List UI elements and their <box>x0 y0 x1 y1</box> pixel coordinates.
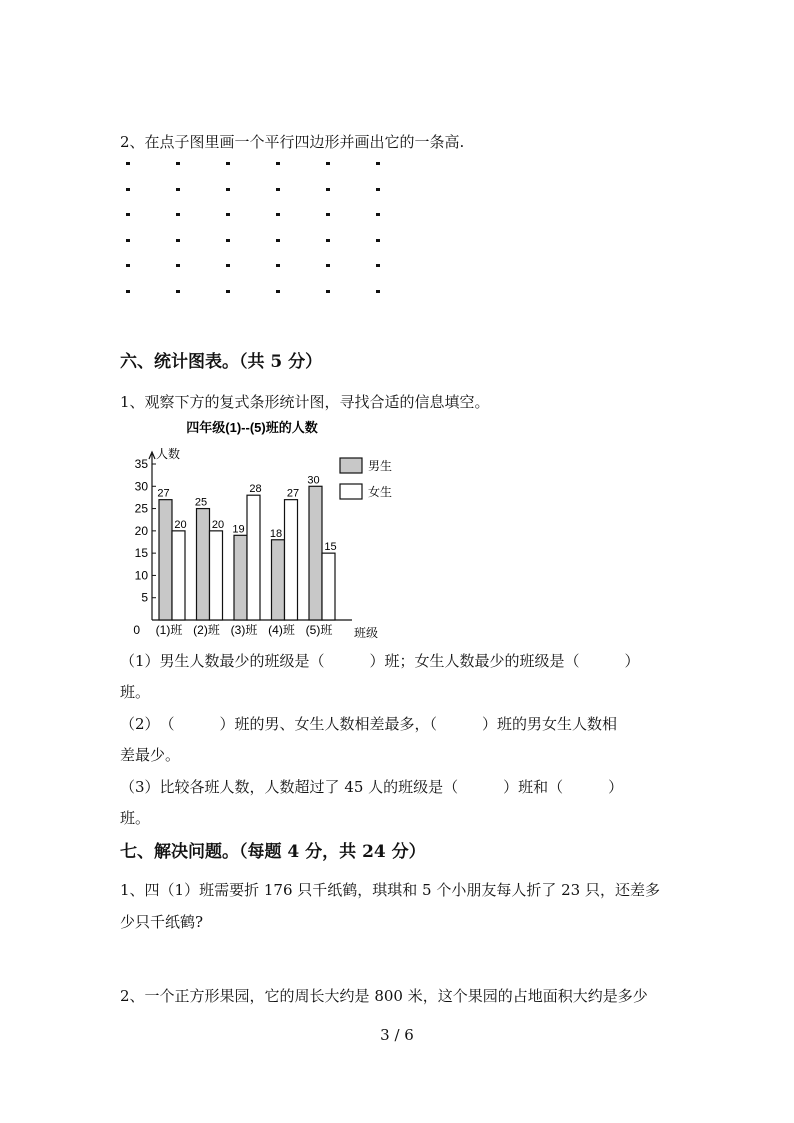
chart-legend-swatch <box>340 484 362 499</box>
grid-dot <box>326 239 330 242</box>
question-7-1-line1: 1、四（1）班需要折 176 只千纸鹤，琪琪和 5 个小朋友每人折了 23 只，还差多 <box>120 881 660 899</box>
chart-y-tick-label: 20 <box>134 523 148 538</box>
grid-dot <box>226 239 230 242</box>
chart-bar <box>285 500 298 620</box>
dot-grid <box>120 158 390 298</box>
chart-bar <box>234 535 247 620</box>
question-6-1: 1、观察下方的复式条形统计图，寻找合适的信息填空。 <box>120 393 490 411</box>
grid-dot <box>176 213 180 216</box>
chart-category-label: (1)班 <box>155 623 183 637</box>
chart-bar <box>172 531 185 620</box>
grid-dot <box>376 290 380 293</box>
grid-dot <box>376 213 380 216</box>
chart-bars <box>157 474 336 620</box>
section-6-heading: 六、统计图表。（共 5 分） <box>120 352 323 372</box>
grid-dot <box>276 239 280 242</box>
question-7-2-line1: 2、一个正方形果园，它的周长大约是 800 米，这个果园的占地面积大约是多少 <box>120 987 648 1005</box>
bar-chart <box>112 412 402 644</box>
grid-dot <box>176 264 180 267</box>
chart-y-tick-label: 10 <box>134 568 148 583</box>
grid-dot <box>226 188 230 191</box>
question-6-1-sub1-line2: 班。 <box>120 683 151 701</box>
chart-bar <box>159 500 172 620</box>
question-7-1-line2: 少只千纸鹤? <box>120 913 204 931</box>
grid-dot <box>276 162 280 165</box>
grid-dot <box>276 264 280 267</box>
chart-bar <box>210 531 223 620</box>
grid-dot <box>226 290 230 293</box>
chart-category-label: (2)班 <box>193 623 220 637</box>
chart-data-label: 20 <box>211 518 225 531</box>
question-5-2: 2、在点子图里画一个平行四边形并画出它的一条高. <box>120 133 465 151</box>
chart-data-label: 18 <box>269 527 283 540</box>
chart-category-label: (5)班 <box>305 623 333 637</box>
grid-dot <box>326 213 330 216</box>
question-6-1-sub3-line2: 班。 <box>120 809 151 827</box>
grid-dot <box>226 213 230 216</box>
chart-legend-label: 男生 <box>368 459 393 473</box>
grid-dot <box>326 188 330 191</box>
grid-dot <box>326 290 330 293</box>
chart-data-label: 19 <box>232 523 245 536</box>
chart-data-label: 28 <box>249 483 262 496</box>
chart-categories <box>156 622 333 637</box>
grid-dot <box>126 239 130 242</box>
grid-dot <box>326 162 330 165</box>
grid-dot <box>126 264 130 267</box>
chart-bar <box>309 486 322 620</box>
grid-dot <box>326 264 330 267</box>
chart-data-label: 20 <box>174 518 187 531</box>
chart-data-label: 27 <box>286 487 300 500</box>
chart-y-tick-label: 35 <box>134 457 148 471</box>
section-7-heading: 七、解决问题。（每题 4 分，共 24 分） <box>120 842 426 862</box>
grid-dot <box>376 188 380 191</box>
chart-legend-swatch <box>340 458 362 473</box>
grid-dot <box>376 162 380 165</box>
question-6-1-sub2-line1: （2） （ ）班的男、女生人数相差最多，（ ）班的男女生人数相 <box>120 715 618 733</box>
chart-y-tick-label: 15 <box>134 546 148 561</box>
chart-category-label: (3)班 <box>230 623 258 637</box>
chart-bar <box>322 553 335 620</box>
grid-dot <box>376 264 380 267</box>
chart-data-label: 15 <box>324 541 337 554</box>
grid-dot <box>176 290 180 293</box>
chart-bar <box>197 509 210 620</box>
chart-data-label: 30 <box>307 474 320 487</box>
question-6-1-sub2-line2: 差最少。 <box>120 746 181 764</box>
chart-y-tick-label: 5 <box>141 590 148 605</box>
grid-dot <box>126 213 130 216</box>
chart-y-tick-label: 30 <box>134 479 148 494</box>
question-6-1-sub1-line1: （1）男生人数最少的班级是（ ）班；女生人数最少的班级是（ ） <box>120 652 640 670</box>
chart-category-label: (4)班 <box>268 623 295 637</box>
grid-dot <box>226 264 230 267</box>
grid-dot <box>126 290 130 293</box>
chart-title: 四年级(1)--(5)班的人数 <box>186 420 318 435</box>
chart-data-label: 25 <box>194 496 208 509</box>
grid-dot <box>126 188 130 191</box>
chart-bar <box>272 540 285 620</box>
page-number: 3 / 6 <box>380 1026 414 1044</box>
grid-dot <box>276 213 280 216</box>
chart-bar <box>247 495 260 620</box>
chart-y-axis-label: 人数 <box>156 447 181 461</box>
grid-dot <box>176 239 180 242</box>
chart-legend-label: 女生 <box>368 485 393 499</box>
grid-dot <box>126 162 130 165</box>
grid-dot <box>276 290 280 293</box>
grid-dot <box>176 162 180 165</box>
chart-data-label: 27 <box>157 487 170 500</box>
grid-dot <box>276 188 280 191</box>
chart-legend <box>340 458 392 499</box>
chart-x-axis-label: 班级 <box>354 626 379 640</box>
chart-y-tick-label: 0 <box>133 623 140 637</box>
grid-dot <box>376 239 380 242</box>
chart-y-tick-label: 25 <box>134 501 148 516</box>
question-6-1-sub3-line1: （3）比较各班人数，人数超过了 45 人的班级是（ ）班和（ ） <box>120 778 624 796</box>
grid-dot <box>226 162 230 165</box>
grid-dot <box>176 188 180 191</box>
